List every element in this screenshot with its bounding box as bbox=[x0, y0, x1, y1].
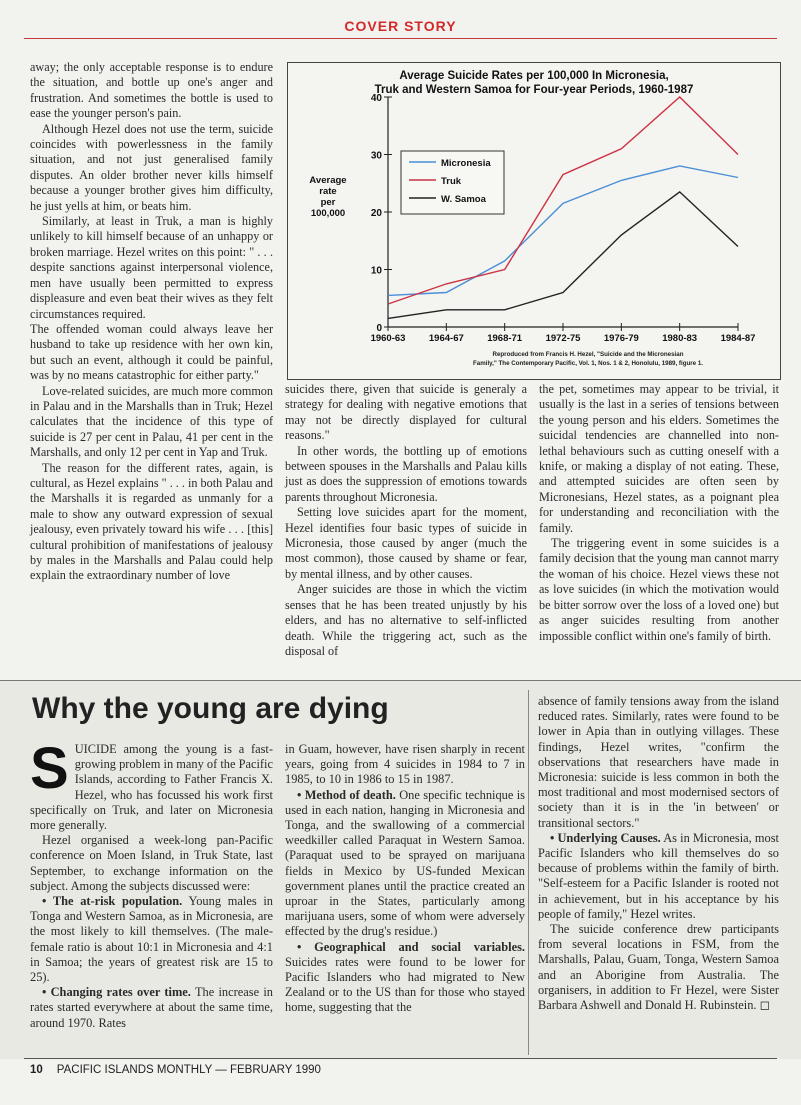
bullet-item bbox=[285, 940, 525, 1016]
x-tick-label: 1968-71 bbox=[487, 333, 523, 344]
paragraph: In other words, the bottling up of emotions between spouses in the Marshalls and Palau kills just as does the suppression of emotions towards parents throughout Micronesia. bbox=[285, 443, 527, 504]
article-column-1 bbox=[30, 60, 273, 584]
paragraph: Although Hezel does not use the term, suicide coincides with powerlessness in the family situation, and not just generalised family disputes. An older brother never kills himself because a younger brother gives him difficulty, he just yells at him, or beats him. bbox=[30, 121, 273, 213]
legend-label: Truk bbox=[441, 176, 462, 187]
paragraph: The suicide conference drew participants from several locations in FSM, from the Marshalls, Palau, Guam, Tonga, Western Samoa and an Aborigine from Australia. The organisers, in addition to Fr Hezel, were Sister Barbara Ashwell and Donald H. Rubinstein. ◻ bbox=[538, 922, 779, 1013]
sidebar-lead bbox=[30, 736, 273, 833]
sidebar-title: Why the young are dying bbox=[32, 692, 389, 725]
y-axis-label-line: Average bbox=[309, 175, 347, 186]
drop-cap: S bbox=[30, 736, 69, 801]
bullet-text: Suicides rates were found to be lower for Pacific Islanders who had migrated to New Zealand or to the US than for those who stayed home, suggesting that the bbox=[285, 954, 525, 1015]
article-column-2 bbox=[285, 382, 527, 659]
paragraph: absence of family tensions away from the island reduced rates. Similarly, rates were found to be lower in Apia than in outlying villages. These findings, Hezel writes, "confirm the observations that researchers have made in Micronesia: suicide is less common in both the most traditional and most modernised sectors of society than it is in the 'in between' or transitional sectors." bbox=[538, 694, 779, 830]
paragraph: Hezel organised a week-long pan-Pacific conference on Moen Island, in Truk State, last September, to exchange information on the subject. Among the subjects discussed were: bbox=[30, 833, 273, 893]
chart-canvas bbox=[288, 63, 780, 379]
x-tick-label: 1984-87 bbox=[720, 333, 756, 344]
bullet-item bbox=[30, 985, 273, 1031]
paragraph: Anger suicides are those in which the victim senses that he has been treated unjustly by his elders, and has no alternative to self-inflicted death. While the triggering act, such as the disposal of bbox=[285, 582, 527, 658]
chart-source-line-2: Family," The Contemporary Pacific, Vol. 1, Nos. 1 & 2, Honolulu, 1989, figure 1. bbox=[473, 360, 703, 367]
x-tick-label: 1960-63 bbox=[370, 333, 406, 344]
paragraph: The offended woman could always leave her husband to take up residence with her own kin, but such an event, although it could be painful, was by no means catastrophic for either party." bbox=[30, 321, 273, 383]
column-divider bbox=[528, 690, 529, 1055]
paragraph: The reason for the different rates, again, is cultural, as Hezel explains " . . . in both Palau and the Marshalls it is regarded as unmanly for a male to show any outward expression of sexual jealousy, even privately toward his wife . . . [this] cultural prohibition of manifestations of jealousy by males in the Marshalls and Palau could help explain the extraordinary number of love bbox=[30, 460, 273, 583]
x-tick-label: 1976-79 bbox=[603, 333, 639, 344]
chart-source-line-1: Reproduced from Francis H. Hezel, "Suicide and the Micronesian bbox=[492, 351, 684, 358]
section-header: COVER STORY bbox=[344, 18, 457, 34]
y-tick-label: 20 bbox=[370, 208, 382, 219]
legend-label: Micronesia bbox=[441, 158, 491, 169]
x-tick-label: 1964-67 bbox=[428, 333, 464, 344]
bullet-item bbox=[285, 788, 525, 940]
bullet-heading: • Geographical and social variables. bbox=[297, 939, 525, 954]
article-column-3 bbox=[539, 382, 779, 644]
bullet-heading: • Changing rates over time. bbox=[42, 985, 191, 1000]
paragraph: away; the only acceptable response is to endure the situation, and bottle up one's anger and frustration. And sometimes the bottle is used to ease the younger person's pain. bbox=[30, 60, 273, 121]
x-tick-label: 1972-75 bbox=[545, 333, 581, 344]
y-tick-label: 40 bbox=[370, 93, 382, 104]
sidebar-column-1 bbox=[30, 736, 273, 1031]
publication-line: PACIFIC ISLANDS MONTHLY — FEBRUARY 1990 bbox=[56, 1064, 321, 1076]
chart-title-line-2: Truk and Western Samoa for Four-year Periods, 1960-1987 bbox=[374, 84, 694, 96]
bullet-heading: • The at-risk population. bbox=[42, 894, 183, 909]
y-tick-label: 10 bbox=[370, 265, 382, 277]
header-rule bbox=[24, 38, 777, 39]
bullet-text: The increase in rates started everywhere at about the same time, around 1970. Rates bbox=[30, 985, 273, 1030]
bullet-heading: • Underlying Causes. bbox=[550, 830, 661, 845]
page-number: 10 bbox=[30, 1064, 43, 1076]
y-axis-label-line: 100,000 bbox=[310, 208, 346, 219]
paragraph: suicides there, given that suicide is generaly a strategy for dealing with negative emotions that may not be directly displayed for cultural reasons." bbox=[285, 382, 527, 443]
bullet-text: Young males in Tonga and Western Samoa, as in Micronesia, are the most likely to kill themselves. (The male-female ratio is about 10:1 in Micronesia and 4:1 in Samoa; the years of greatest risk are 15 to 25). bbox=[30, 894, 273, 985]
lead-text: UICIDE among the young is a fast-growing problem in many of the Pacific Islands, according to Father Francis X. Hezel, who has focussed his work first specifically on Truk, and later on Micronesia more generally. bbox=[30, 742, 273, 833]
y-axis-label-line: per bbox=[320, 197, 336, 208]
suicide-rate-chart bbox=[287, 62, 781, 380]
footer-rule bbox=[24, 1058, 777, 1059]
y-tick-label: 0 bbox=[376, 323, 382, 334]
paragraph: The triggering event in some suicides is a family decision that the young man cannot marry the woman of his choice. Hezel views these not as love suicides (in which the motivation would be bitter sorrow over the loss of a loved one) but as anger suicides resulting from another impossible conflict within one's family of birth. bbox=[539, 536, 779, 643]
paragraph: Similarly, at least in Truk, a man is highly unlikely to kill himself because of an unhappy or broken marriage. Hezel writes on this point: " . . . despite sanctions against interpersonal violence, men have usually been permitted to express displeasure and even beat their wives as they felt circumstances required. bbox=[30, 214, 273, 321]
bullet-text: As in Micronesia, most Pacific Islanders who kill themselves do so because of problems within the family of birth. "Self-esteem for a Pacific Islander is rooted not in achievement, but in his acceptance by his people of family," Hezel writes. bbox=[538, 830, 779, 921]
page-footer bbox=[30, 1064, 321, 1076]
sidebar-column-3 bbox=[538, 694, 779, 1013]
bullet-item bbox=[30, 894, 273, 985]
paragraph: Love-related suicides, are much more common in Palau and in the Marshalls than in Truk; Hezel calculates that the incidence of this type of suicide is 27 per cent in Palau, 41 per cent in the Marshalls, and only 12 per cent in Yap and Truk. bbox=[30, 383, 273, 460]
y-axis-label-line: rate bbox=[319, 186, 337, 197]
bullet-item bbox=[538, 831, 779, 922]
legend-label: W. Samoa bbox=[441, 194, 486, 205]
sidebar-column-2 bbox=[285, 742, 525, 1016]
paragraph: Setting love suicides apart for the moment, Hezel identifies four basic types of suicide in Micronesia, those caused by anger (much the most common), those caused by shame or fear, by mental illness, and by other causes. bbox=[285, 505, 527, 581]
chart-title-line-1: Average Suicide Rates per 100,000 In Micronesia, bbox=[399, 70, 669, 82]
paragraph: the pet, sometimes may appear to be trivial, it usually is the last in a series of tensions between the young person and his elders. Sometimes the suicidal tendencies are channelled into non-lethal behaviours such as cutting oneself with a knife, or making a display of not eating. These, and attempted suicides are often seen by Micronesians, Hezel states, as a poignant plea for understanding and reconciliation with the family. bbox=[539, 382, 779, 535]
y-tick-label: 30 bbox=[370, 150, 382, 162]
bullet-text: One specific technique is used in each nation, hanging in Micronesia and Tonga, and the swallowing of a commercial weedkiller called Paraquat in Western Samoa. (Paraquat used to be sprayed on marijuana fields in Mexico by US-funded Mexican government planes until the practice created an uproar in the States, particularly among marijuana users, some of whom were adversely effected by the drug's residue.) bbox=[285, 787, 526, 939]
paragraph: in Guam, however, have risen sharply in recent years, going from 4 suicides in 1984 to 7 in 1985, to 10 in 1986 to 15 in 1987. bbox=[285, 742, 525, 787]
bullet-heading: • Method of death. bbox=[297, 787, 396, 802]
x-tick-label: 1980-83 bbox=[662, 333, 698, 344]
